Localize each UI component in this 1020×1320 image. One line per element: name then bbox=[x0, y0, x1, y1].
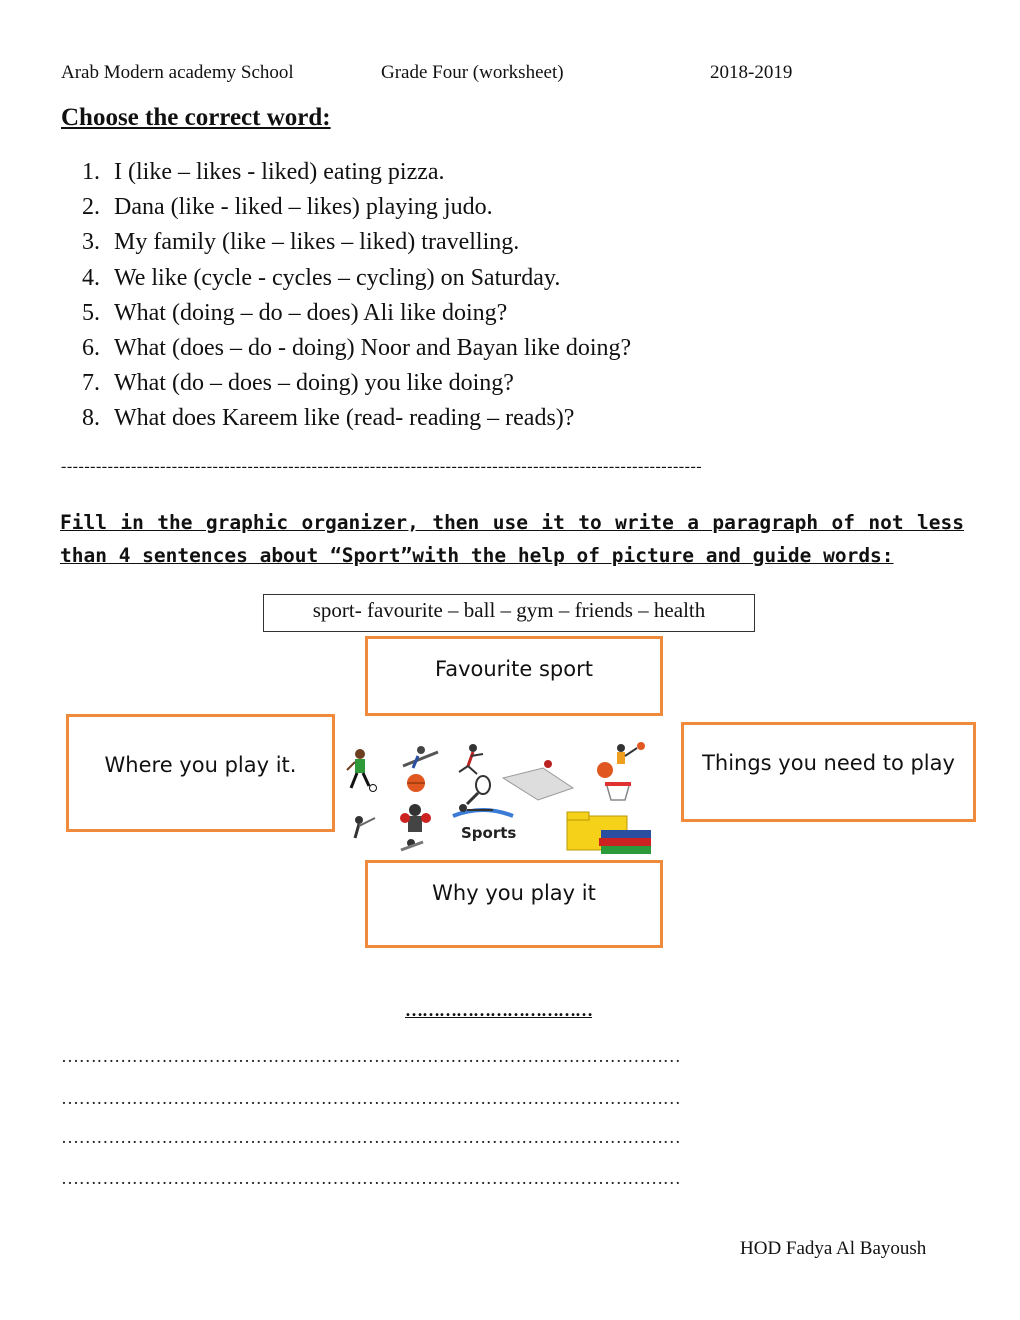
question-list bbox=[82, 157, 982, 439]
footer-author: HOD Fadya Al Bayoush bbox=[740, 1238, 927, 1259]
question-item: 3. My family (like – likes – liked) travelling. bbox=[82, 229, 520, 256]
question-item: 7. What (do – does – doing) you like doing? bbox=[82, 370, 514, 397]
section-divider: -------------------------------------------------------------------------------------------------------------- bbox=[61, 458, 703, 475]
gym-equipment-icon bbox=[503, 760, 573, 800]
school-year: 2018-2019 bbox=[710, 62, 793, 83]
organizer-box-top[interactable] bbox=[365, 636, 663, 716]
athlete-icon bbox=[403, 746, 438, 768]
organizer-box-left[interactable] bbox=[66, 714, 335, 832]
instruction-text: Fill in the graphic organizer, then use it to write a paragraph of not less than 4 sentences about “Sport”with the help of picture and guide words: bbox=[60, 511, 964, 567]
question-item: 6. What (does – do - doing) Noor and Bayan like doing? bbox=[82, 334, 632, 361]
question-item: 8. What does Kareem like (read- reading – reads)? bbox=[82, 405, 575, 432]
organizer-box-bottom[interactable] bbox=[365, 860, 663, 948]
answer-line[interactable]: …………………………………………………………………………………………… bbox=[61, 1088, 681, 1108]
paragraph-title-blank[interactable]: …………………………… bbox=[405, 1000, 592, 1020]
question-item: 2. Dana (like - liked – likes) playing judo. bbox=[82, 194, 493, 221]
racket-icon bbox=[467, 776, 490, 804]
hoop-icon bbox=[605, 782, 631, 800]
soccer-player-icon bbox=[347, 749, 377, 792]
organizer-box-label: Where you play it. bbox=[104, 753, 297, 777]
organizer-box-label: Why you play it bbox=[432, 881, 596, 905]
organizer-box-right[interactable] bbox=[681, 722, 976, 822]
school-name: Arab Modern academy School bbox=[61, 62, 294, 83]
runner-icon bbox=[459, 744, 483, 774]
organizer-box-label: Favourite sport bbox=[435, 657, 593, 681]
question-item: 4. We like (cycle - cycles – cycling) on Saturday. bbox=[82, 264, 561, 291]
question-item: 5. What (doing – do – does) Ali like doing? bbox=[82, 299, 508, 326]
sports-clipart bbox=[343, 738, 668, 858]
sports-label: Sports bbox=[461, 824, 517, 842]
ball-icon bbox=[407, 774, 425, 792]
answer-line[interactable]: …………………………………………………………………………………………… bbox=[61, 1046, 681, 1066]
basketball-player-icon bbox=[597, 742, 645, 778]
fencer-icon bbox=[355, 816, 375, 838]
folder-books-icon bbox=[567, 812, 651, 854]
boxer-icon bbox=[400, 804, 431, 832]
grade-label: Grade Four (worksheet) bbox=[381, 62, 564, 83]
section-title: Choose the correct word: bbox=[61, 104, 331, 131]
judo-icon bbox=[401, 839, 423, 850]
answer-line[interactable]: …………………………………………………………………………………………… bbox=[61, 1127, 681, 1147]
question-item: 1. I (like – likes - liked) eating pizza. bbox=[82, 159, 445, 185]
organizer-box-label: Things you need to play bbox=[702, 751, 955, 775]
swimmer-icon bbox=[453, 804, 513, 816]
answer-line[interactable]: …………………………………………………………………………………………… bbox=[61, 1168, 681, 1188]
guide-words-box: sport- favourite – ball – gym – friends – health bbox=[263, 594, 755, 632]
